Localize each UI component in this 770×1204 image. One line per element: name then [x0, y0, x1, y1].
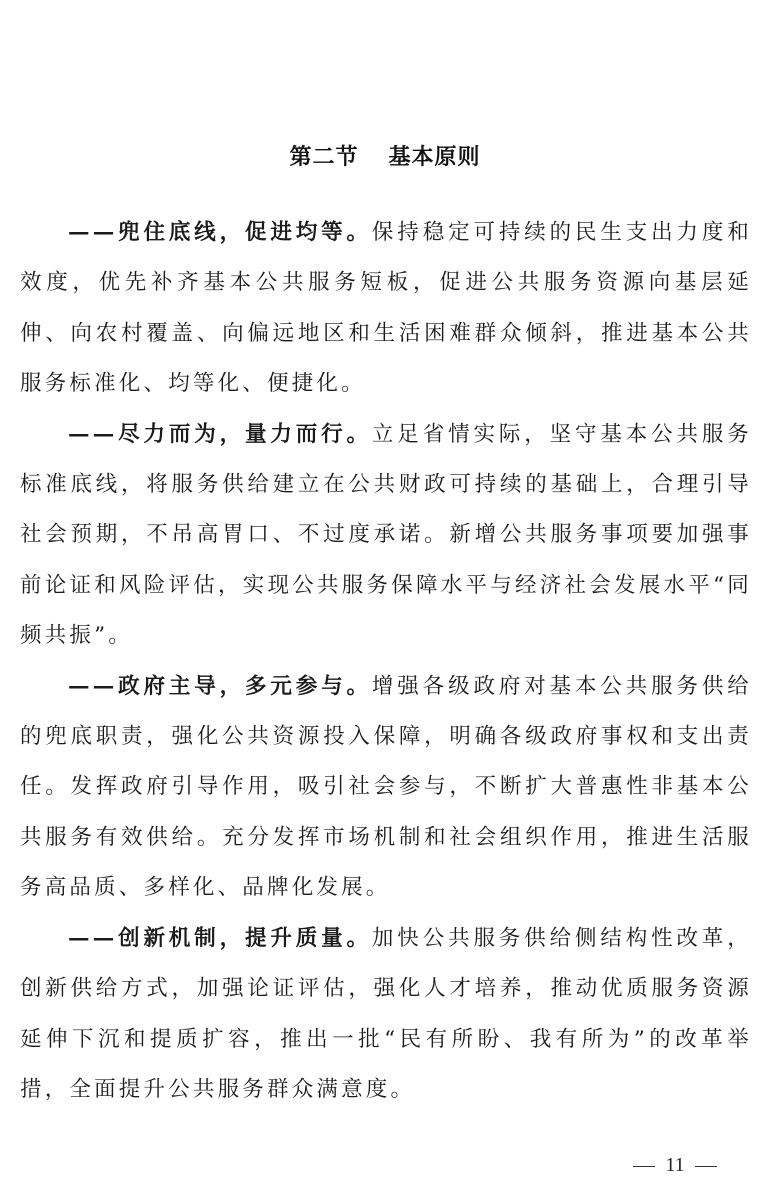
paragraph-text: 加快公共服务供给侧结构性改革，创新供给方式，加强论证评估，强化人才培养，推动优质服务资源延伸下沉和提质扩容，推出一批“民有所盼、我有所为”的改革举措，全面提升公共服务群众满意度。 [20, 925, 752, 1102]
paragraph-innovation [20, 914, 752, 1116]
dash-left [633, 1166, 655, 1167]
section-heading [0, 140, 770, 171]
paragraph-lead: ——兜住底线，促进均等。 [68, 220, 372, 245]
body-text [20, 208, 752, 1115]
paragraph-bottom-line [20, 208, 752, 410]
paragraph-lead: ——政府主导，多元参与。 [68, 673, 372, 699]
paragraph-text: 保持稳定可持续的民生支出力度和效度，优先补齐基本公共服务短板，促进公共服务资源向基层延伸、向农村覆盖、向偏远地区和生活困难群众倾斜，推进基本公共服务标准化、均等化、便捷化。 [20, 220, 752, 397]
paragraph-text: 立足省情实际，坚守基本公共服务标准底线，将服务供给建立在公共财政可持续的基础上，合理引导社会预期，不吊高胃口、不过度承诺。新增公共服务事项要加强事前论证和风险评估，实现公共服务保障水平与经济社会发展水平“同频共振”。 [20, 421, 752, 649]
section-title-text: 基本原则 [388, 145, 481, 170]
paragraph-lead: ——创新机制，提升质量。 [68, 925, 372, 951]
paragraph-capacity [20, 410, 752, 662]
dash-right [695, 1166, 717, 1167]
page-number [620, 1154, 730, 1177]
section-number: 第二节 [289, 145, 359, 170]
paragraph-lead: ——尽力而为，量力而行。 [68, 421, 372, 447]
paragraph-government-led [20, 662, 752, 914]
paragraph-text: 增强各级政府对基本公共服务供给的兜底职责，强化公共资源投入保障，明确各级政府事权和支出责任。发挥政府引导作用，吸引社会参与，不断扩大普惠性非基本公共服务有效供给。充分发挥市场机制和社会组织作用，推进生活服务高品质、多样化、品牌化发展。 [20, 673, 752, 901]
page-number-value: 11 [665, 1154, 685, 1176]
